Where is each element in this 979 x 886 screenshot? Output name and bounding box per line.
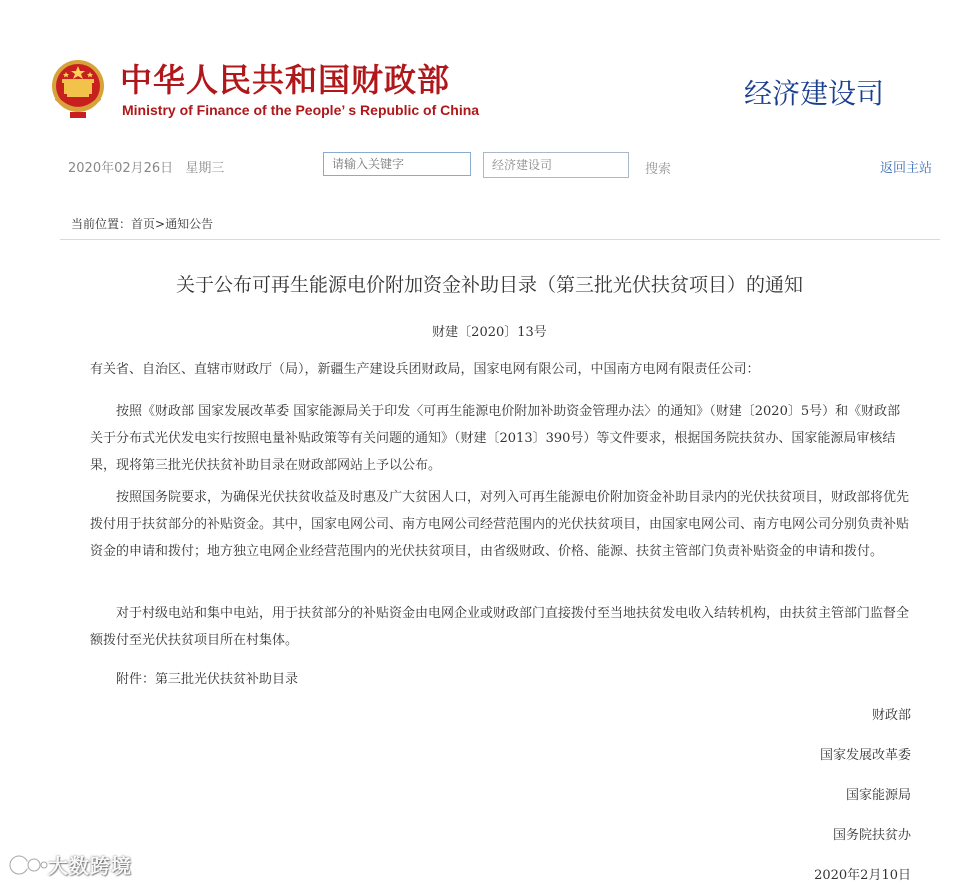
national-emblem-icon [50,58,106,122]
watermark [8,850,132,880]
site-title-english: Ministry of Finance of the People’ s Republic of China [122,102,480,118]
attachment-line: 附件：第三批光伏扶贫补助目录 [116,672,299,687]
article-paragraph: 按照《财政部 国家发展改革委 国家能源局关于印发〈可再生能源电价附加补助资金管理办法〉的通知》（财建〔2020〕5号）和《财政部关于分布式光伏发电实行按照电量补贴政策等有关问题的通知》（财建〔2013〕390号）等文件要求，根据国务院扶贫办、国家能源局审核结果，现将第三批光伏扶贫补助目录在财政部网站上予以公布。 [90,404,901,473]
signatory: 国家能源局 [845,788,911,803]
sign-date: 2020年2月10日 [814,868,911,883]
breadcrumb-separator: > [155,217,166,231]
document-number: 财建〔2020〕13号 [432,325,547,340]
brand-logo-icon [8,852,48,878]
weekday-value: 星期三 [185,161,225,176]
signatory: 国务院扶贫办 [832,828,911,843]
breadcrumb-prefix: 当前位置： [71,217,132,231]
breadcrumb [71,215,213,232]
breadcrumb-home[interactable]: 首页 [131,217,156,231]
search-button[interactable]: 搜索 [645,162,672,177]
department-name: 经济建设司 [744,77,885,110]
return-home-link[interactable]: 返回主站 [880,161,933,176]
article-paragraph: 按照国务院要求，为确保光伏扶贫收益及时惠及广大贫困人口，对列入可再生能源电价附加资金补助目录内的光伏扶贫项目，财政部将优先拨付用于扶贫部分的补贴资金。其中，国家电网公司、南方电网公司经营范围内的光伏扶贫项目，由国家电网公司、南方电网公司分别负责补贴资金的申请和拨付；地方独立电网企业经营范围内的光伏扶贫项目，由省级财政、价格、能源、扶贫主管部门负责补贴资金的申请和拨付。 [90,490,910,559]
date-value: 2020年02月26日 [68,161,174,176]
breadcrumb-notices[interactable]: 通知公告 [165,217,214,231]
article-paragraph: 对于村级电站和集中电站，用于扶贫部分的补贴资金由电网企业或财政部门直接拨付至当地扶贫发电收入结转机构，由扶贫主管部门监督全额拨付至光伏扶贫项目所在村集体。 [90,606,910,648]
site-title: 中华人民共和国财政部 [120,61,451,99]
signatory: 财政部 [871,708,911,723]
signatory: 国家发展改革委 [819,748,911,763]
article-title: 关于公布可再生能源电价附加资金补助目录（第三批光伏扶贫项目）的通知 [175,274,803,296]
signature-block [814,706,911,886]
search-input[interactable] [323,152,471,176]
search-scope-select[interactable]: 经济建设司 [483,152,629,178]
watermark-text: 大数跨境 [48,854,132,878]
salutation: 有关省、自治区、直辖市财政厅（局），新疆生产建设兵团财政局，国家电网有限公司，中国南方电网有限责任公司： [90,362,760,377]
header-divider [60,239,940,240]
current-date [68,157,232,176]
